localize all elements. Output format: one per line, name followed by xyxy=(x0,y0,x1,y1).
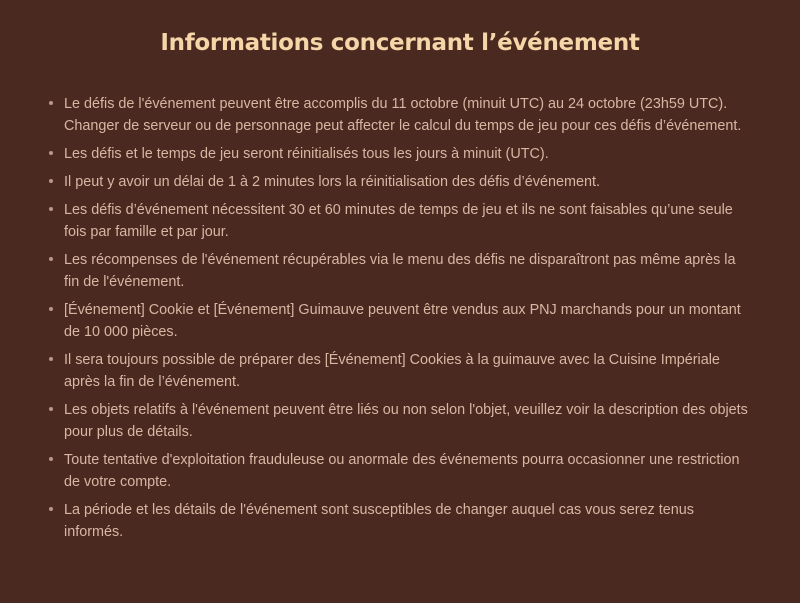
bullet-icon xyxy=(49,207,53,211)
bullet-icon xyxy=(49,357,53,361)
bullet-icon xyxy=(49,457,53,461)
bullet-icon xyxy=(49,507,53,511)
list-item-text: Les objets relatifs à l'événement peuvent être liés ou non selon l'objet, veuillez voir la description des objets pour plus de détails. xyxy=(64,402,748,440)
list-item xyxy=(64,499,754,543)
info-list xyxy=(64,93,754,549)
bullet-icon xyxy=(49,257,53,261)
bullet-icon xyxy=(49,307,53,311)
list-item-text: Les défis et le temps de jeu seront réinitialisés tous les jours à minuit (UTC). xyxy=(64,146,549,162)
list-item xyxy=(64,449,754,493)
list-item-text: Les défis d’événement nécessitent 30 et 60 minutes de temps de jeu et ils ne sont faisables qu’une seule fois par famille et par jour. xyxy=(64,202,733,240)
list-item xyxy=(64,299,754,343)
list-item-text: Il sera toujours possible de préparer des [Événement] Cookies à la guimauve avec la Cuisine Impériale après la fin de l’événement. xyxy=(64,352,720,390)
list-item xyxy=(64,199,754,243)
list-item xyxy=(64,93,754,137)
list-item xyxy=(64,171,754,193)
bullet-icon xyxy=(49,179,53,183)
list-item xyxy=(64,399,754,443)
page-title: Informations concernant l’événement xyxy=(160,30,640,56)
list-item-text: Il peut y avoir un délai de 1 à 2 minutes lors la réinitialisation des défis d’événement. xyxy=(64,174,600,190)
list-item xyxy=(64,249,754,293)
list-item xyxy=(64,349,754,393)
bullet-icon xyxy=(49,101,53,105)
list-item-text: Les récompenses de l'événement récupérables via le menu des défis ne disparaîtront pas même après la fin de l'événement. xyxy=(64,252,736,290)
bullet-icon xyxy=(49,151,53,155)
bullet-icon xyxy=(49,407,53,411)
list-item-text: Toute tentative d'exploitation frauduleuse ou anormale des événements pourra occasionner une restriction de votre compte. xyxy=(64,452,740,490)
list-item-text: Le défis de l'événement peuvent être accomplis du 11 octobre (minuit UTC) au 24 octobre (23h59 UTC). Changer de serveur ou de personnage peut affecter le calcul du temps de jeu pour ces défis d’événement. xyxy=(64,96,742,134)
list-item-text: La période et les détails de l'événement sont susceptibles de changer auquel cas vous serez tenus informés. xyxy=(64,502,694,540)
list-item xyxy=(64,143,754,165)
list-item-text: [Événement] Cookie et [Événement] Guimauve peuvent être vendus aux PNJ marchands pour un montant de 10 000 pièces. xyxy=(64,302,741,340)
